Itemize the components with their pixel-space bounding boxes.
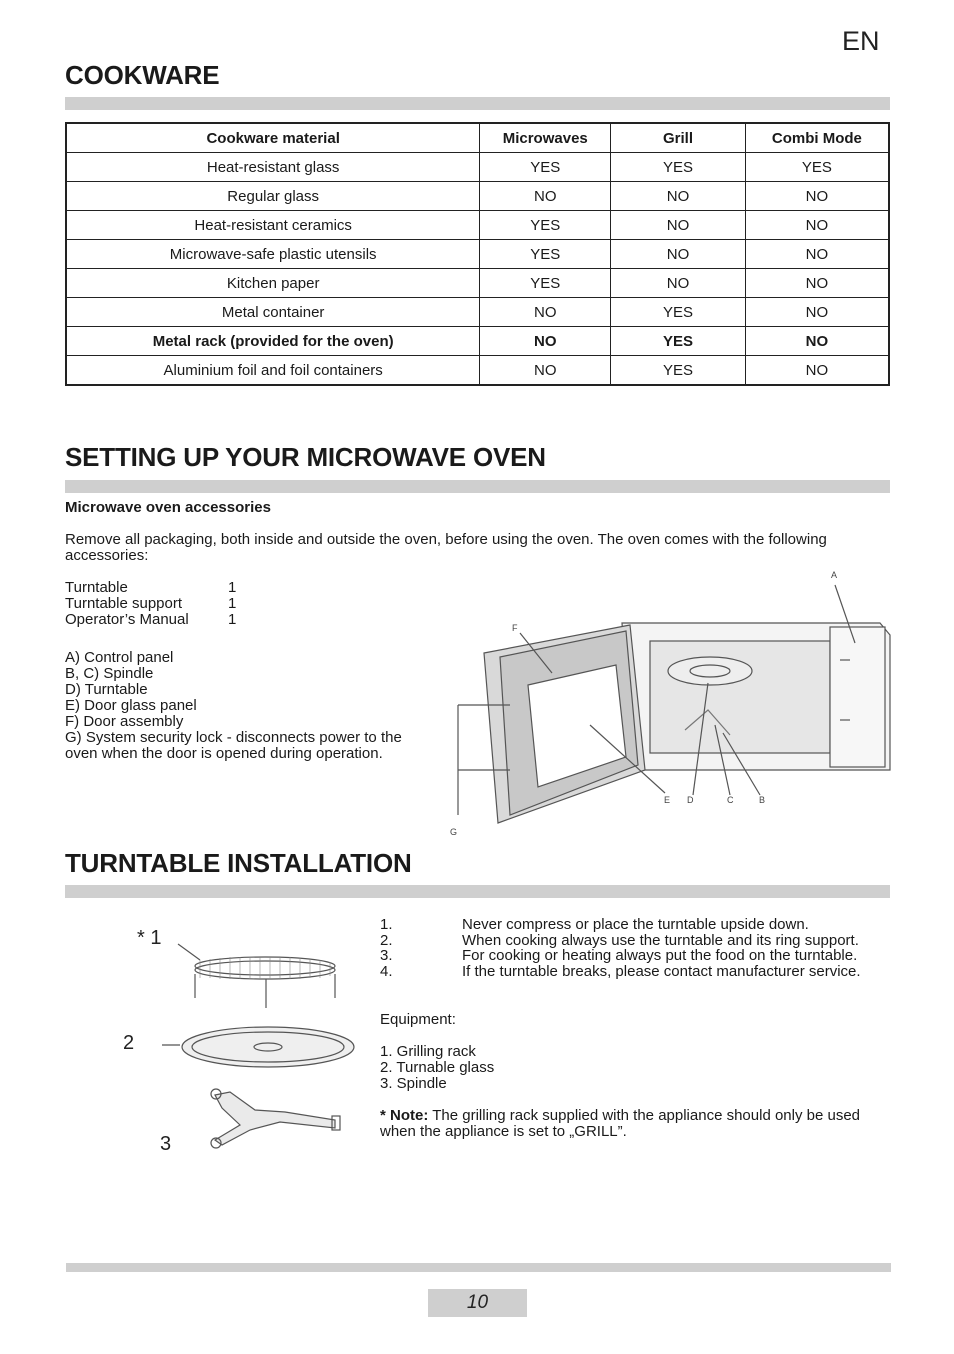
page-number: 10: [428, 1289, 527, 1317]
equipment-item: 1. Grilling rack: [380, 1043, 476, 1060]
table-cell: NO: [745, 327, 889, 356]
instruction-text: When cooking always use the turntable and its ring support.: [462, 932, 859, 949]
diagram-label-e: E: [664, 795, 671, 805]
diagram-label-d: D: [687, 795, 694, 805]
table-cell: NO: [480, 182, 611, 211]
table-cell: Heat-resistant glass: [66, 153, 480, 182]
table-cell: NO: [480, 356, 611, 386]
table-cell: Regular glass: [66, 182, 480, 211]
cookware-heading: COOKWARE: [65, 60, 220, 90]
footer-divider: [66, 1263, 891, 1272]
table-cell: YES: [480, 240, 611, 269]
part-label: E) Door glass panel: [65, 697, 197, 714]
table-row: [66, 211, 889, 240]
table-cell: YES: [480, 211, 611, 240]
table-cell: YES: [611, 298, 746, 327]
table-cell: Kitchen paper: [66, 269, 480, 298]
instruction-text: If the turntable breaks, please contact manufacturer service.: [462, 963, 861, 980]
part-label: D) Turntable: [65, 681, 148, 698]
cookware-table: [65, 122, 890, 386]
table-row: [66, 298, 889, 327]
section-divider: [65, 97, 890, 110]
note-label: * Note:: [380, 1107, 429, 1124]
instruction-number: 3.: [380, 947, 393, 964]
diagram-label-b: B: [759, 795, 766, 805]
part-label: oven when the door is opened during operation.: [65, 745, 383, 762]
equipment-item: 2. Turnable glass: [380, 1059, 495, 1076]
table-cell: Heat-resistant ceramics: [66, 211, 480, 240]
column-header: Microwaves: [480, 123, 611, 153]
language-code: EN: [842, 26, 880, 56]
table-row: [66, 269, 889, 298]
table-cell: NO: [745, 269, 889, 298]
accessory-qty: 1: [228, 611, 237, 628]
diagram-label-g: G: [450, 827, 458, 837]
table-cell: NO: [480, 327, 611, 356]
table-row: [66, 240, 889, 269]
table-cell: NO: [611, 182, 746, 211]
table-cell: NO: [745, 356, 889, 386]
column-header: Combi Mode: [745, 123, 889, 153]
turntable-parts-illustration: [160, 930, 360, 1165]
note-paragraph: [380, 1108, 895, 1140]
equipment-label: Equipment:: [380, 1011, 456, 1028]
instruction-number: 2.: [380, 932, 393, 949]
table-cell: NO: [745, 211, 889, 240]
note-text: The grilling rack supplied with the appliance should only be used when the appliance is set to „GRILL”.: [380, 1107, 861, 1140]
instruction-text: Never compress or place the turntable upside down.: [462, 916, 809, 933]
table-row: [66, 182, 889, 211]
diagram-label-c: C: [727, 795, 734, 805]
equipment-item: 3. Spindle: [380, 1075, 447, 1092]
column-header: Cookware material: [66, 123, 480, 153]
setup-intro: Remove all packaging, both inside and outside the oven, before using the oven. The oven comes with the following accessories:: [65, 531, 827, 564]
section-divider: [65, 885, 890, 898]
table-cell: YES: [745, 153, 889, 182]
column-header: Grill: [611, 123, 746, 153]
part-label: G) System security lock - disconnects power to the: [65, 729, 402, 746]
accessory-name: Turntable: [65, 579, 128, 596]
table-cell: NO: [611, 240, 746, 269]
part-label: F) Door assembly: [65, 713, 184, 730]
table-cell: YES: [611, 356, 746, 386]
table-cell: Microwave-safe plastic utensils: [66, 240, 480, 269]
accessory-qty: 1: [228, 595, 237, 612]
accessories-subtitle: Microwave oven accessories: [65, 499, 271, 516]
table-cell: YES: [611, 153, 746, 182]
figure-label-1: * 1: [137, 927, 162, 949]
diagram-label-a: A: [831, 570, 838, 580]
figure-label-2: 2: [123, 1032, 135, 1054]
table-cell: YES: [480, 269, 611, 298]
section-divider: [65, 480, 890, 493]
table-cell: Metal rack (provided for the oven): [66, 327, 480, 356]
instruction-number: 4.: [380, 963, 393, 980]
turntable-heading: TURNTABLE INSTALLATION: [65, 848, 412, 878]
table-cell: Aluminium foil and foil containers: [66, 356, 480, 386]
table-cell: Metal container: [66, 298, 480, 327]
oven-diagram: [440, 565, 900, 845]
table-row: [66, 153, 889, 182]
setup-heading: SETTING UP YOUR MICROWAVE OVEN: [65, 442, 546, 472]
table-cell: YES: [611, 327, 746, 356]
table-cell: NO: [611, 269, 746, 298]
table-cell: NO: [745, 182, 889, 211]
table-cell: NO: [480, 298, 611, 327]
table-cell: YES: [480, 153, 611, 182]
leader-line: [178, 944, 200, 960]
accessory-name: Turntable support: [65, 595, 183, 612]
figure-label-3: 3: [160, 1133, 172, 1155]
table-cell: NO: [745, 298, 889, 327]
accessory-qty: 1: [228, 579, 237, 596]
table-cell: NO: [745, 240, 889, 269]
instruction-text: For cooking or heating always put the food on the turntable.: [462, 947, 858, 964]
part-label: A) Control panel: [65, 649, 174, 666]
diagram-label-f: F: [512, 623, 518, 633]
accessory-name: Operator’s Manual: [65, 611, 189, 628]
table-row: [66, 356, 889, 386]
instruction-number: 1.: [380, 916, 393, 933]
part-label: B, C) Spindle: [65, 665, 154, 682]
table-cell: NO: [611, 211, 746, 240]
table-row-highlighted: [66, 327, 889, 356]
table-header-row: [66, 123, 889, 153]
